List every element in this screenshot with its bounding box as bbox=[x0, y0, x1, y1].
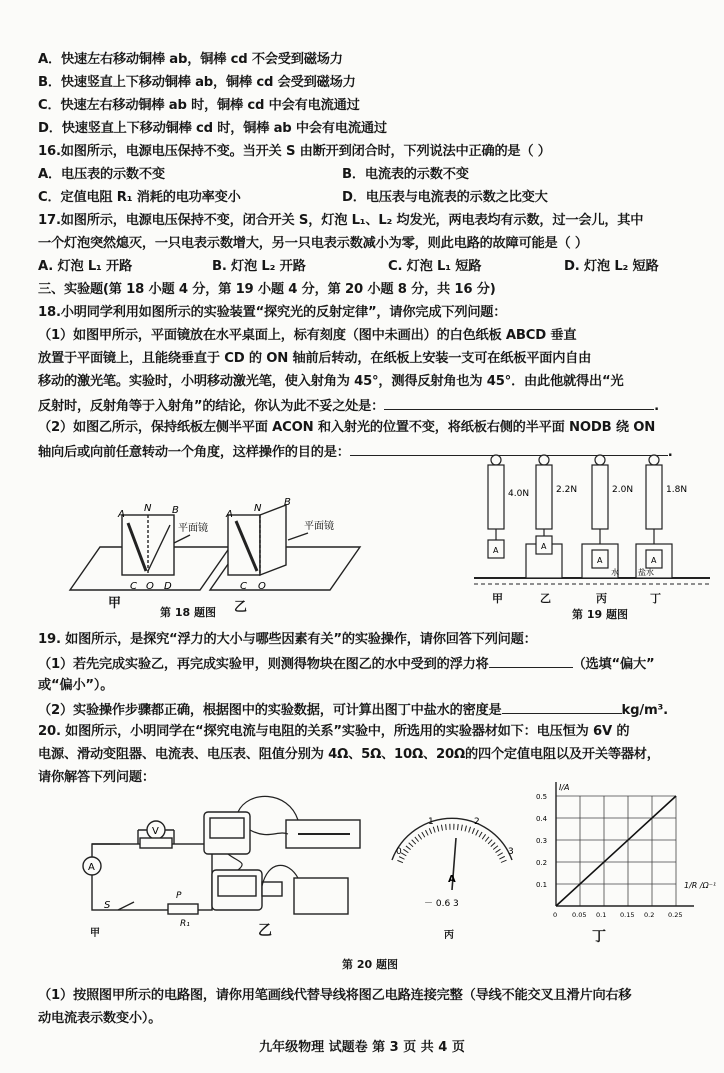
q16-option-c: C．定值电阻 R₁ 消耗的电功率变小 bbox=[38, 190, 241, 205]
switch-label: S bbox=[104, 900, 111, 911]
label-a: A bbox=[118, 509, 125, 520]
fig18-caption: 第 18 题图 bbox=[160, 606, 216, 619]
q17-option-c: C. 灯泡 L₁ 短路 bbox=[388, 259, 482, 274]
meter-terminals: － 0.6 3 bbox=[424, 899, 459, 909]
label-d: D bbox=[164, 581, 172, 592]
y-tick-label: 0.4 bbox=[536, 815, 548, 823]
salt-water-label: 盐水 bbox=[638, 568, 654, 577]
q19-p1-hint: （选填“偏大” bbox=[572, 657, 655, 672]
x-tick-label: 0.05 bbox=[572, 911, 587, 919]
fig20-label-jia: 甲 bbox=[90, 928, 100, 939]
q17-stem-2: 一个灯泡突然熄灭，一只电表示数增大，另一只电表示数减小为零，则此电路的故障可能是（ ） bbox=[38, 236, 588, 251]
q18-p2-line2: 轴向后或向前任意转动一个角度，这样操作的目的是： . bbox=[38, 441, 710, 463]
label-b: B bbox=[172, 505, 179, 516]
q16-option-a: A．电压表的示数不变 bbox=[38, 167, 165, 182]
fig20-ammeter-dial bbox=[382, 810, 522, 920]
block-label: A bbox=[493, 546, 499, 555]
fig20-physical-circuit bbox=[198, 790, 368, 930]
y-axis-label: I/A bbox=[559, 783, 570, 792]
answer-blank[interactable] bbox=[502, 699, 622, 714]
fig18-yi-label: 乙 bbox=[234, 600, 248, 615]
fig18-jia-label: 甲 bbox=[108, 596, 122, 611]
fig20-label-yi: 乙 bbox=[258, 923, 272, 939]
ammeter-label: A bbox=[88, 862, 95, 873]
label-n: N bbox=[144, 503, 152, 514]
q18-p1-line4: 反射时，反射角等于入射角”的结论，你认为此不妥之处是： . bbox=[38, 395, 710, 417]
q19-p1-text: （1）若先完成实验乙，再完成实验甲，则测得物块在图乙的水中受到的浮力将 bbox=[38, 657, 489, 672]
scale-jia bbox=[488, 455, 504, 558]
reading-ding: 1.8N bbox=[666, 485, 688, 495]
fig19-label-yi: 乙 bbox=[540, 592, 551, 605]
meter-tick-1: 1 bbox=[428, 817, 434, 827]
series-line bbox=[556, 796, 676, 906]
scale-yi bbox=[526, 455, 562, 578]
y-tick-label: 0.5 bbox=[536, 793, 548, 801]
water-label: 水 bbox=[611, 568, 619, 577]
slider-label: P bbox=[176, 891, 182, 901]
density-unit: kg/m³. bbox=[621, 703, 668, 718]
label-c: C bbox=[240, 581, 247, 592]
fig20-label-ding: 丁 bbox=[592, 929, 606, 945]
mirror-label: 平面镜 bbox=[304, 521, 334, 532]
fig20-label-bing: 丙 bbox=[444, 930, 454, 941]
block-label: A bbox=[541, 542, 547, 551]
q16-stem: 16.如图所示，电源电压保持不变。当开关 S 由断开到闭合时，下列说法中正确的是（ ） bbox=[38, 144, 551, 159]
q18-stem: 18.小明同学利用如图所示的实验装置“探究光的反射定律”，请你完成下列问题： bbox=[38, 305, 507, 320]
y-tick-label: 0.3 bbox=[536, 837, 548, 845]
rheostat bbox=[168, 904, 198, 914]
label-o: O bbox=[258, 581, 266, 592]
x-axis-label: 1/R /Ω⁻¹ bbox=[684, 881, 717, 890]
x-tick-label: 0.25 bbox=[668, 911, 683, 919]
q19-p1-line2: 或“偏小”）。 bbox=[38, 678, 114, 693]
q18-p1-line2: 放置于平面镜上，且能绕垂直于 CD 的 ON 轴前后转动，在纸板上安装一支可在纸板平面内自由 bbox=[38, 351, 592, 366]
q18-p1-line1: （1）如图甲所示，平面镜放在水平桌面上，标有刻度（图中未画出）的白色纸板 ABCD 垂直 bbox=[38, 328, 577, 343]
option-a: A．快速左右移动铜棒 ab，铜棒 cd 不会受到磁场力 bbox=[38, 52, 343, 67]
answer-blank[interactable] bbox=[384, 395, 654, 410]
reading-bing: 2.0N bbox=[612, 485, 634, 495]
q20-q1-line1: （1）按照图甲所示的电路图，请你用笔画线代替导线将图乙电路连接完整（导线不能交叉且滑片向右移 bbox=[38, 988, 632, 1003]
q16-option-b: B．电流表的示数不变 bbox=[342, 167, 469, 182]
x-tick-label: 0.2 bbox=[644, 911, 655, 919]
reading-jia: 4.0N bbox=[508, 489, 530, 499]
q20-stem-3: 请你解答下列问题： bbox=[38, 770, 155, 785]
fig19-label-jia: 甲 bbox=[492, 592, 503, 605]
meter-tick-3: 3 bbox=[508, 847, 514, 857]
meter-unit: A bbox=[448, 874, 456, 885]
option-b: B．快速竖直上下移动铜棒 ab，铜棒 cd 会受到磁场力 bbox=[38, 75, 356, 90]
x-tick-label: 0 bbox=[553, 911, 558, 919]
x-tick-label: 0.15 bbox=[620, 911, 635, 919]
q16-option-d: D．电压表与电流表的示数之比变大 bbox=[342, 190, 548, 205]
r1-label: R₁ bbox=[180, 919, 190, 929]
meter-tick-0: 0 bbox=[396, 847, 402, 857]
label-n: N bbox=[254, 503, 262, 514]
fig19-label-ding: 丁 bbox=[650, 592, 661, 605]
q17-option-b: B. 灯泡 L₂ 开路 bbox=[212, 259, 306, 274]
y-tick-label: 0.2 bbox=[536, 859, 548, 867]
figure-19 bbox=[474, 452, 710, 594]
label-c: C bbox=[130, 581, 137, 592]
q18-p2-line1: （2）如图乙所示，保持纸板左侧半平面 ACON 和入射光的位置不变，将纸板右侧的半平面 NODB 绕 ON bbox=[38, 420, 656, 435]
label-a: A bbox=[226, 509, 233, 520]
q18-p1-text: 反射时，反射角等于入射角”的结论，你认为此不妥之处是： bbox=[38, 399, 385, 414]
reading-yi: 2.2N bbox=[556, 485, 578, 495]
resistor-r bbox=[140, 838, 172, 848]
label-o: O bbox=[146, 581, 154, 592]
fig19-label-bing: 丙 bbox=[596, 592, 607, 605]
q17-stem-1: 17.如图所示，电源电压保持不变，闭合开关 S，灯泡 L₁、L₂ 均发光，两电表均有示数，过一会儿，其中 bbox=[38, 213, 644, 228]
q18-p2-text: 轴向后或向前任意转动一个角度，这样操作的目的是： bbox=[38, 445, 350, 460]
x-tick-label: 0.1 bbox=[596, 911, 607, 919]
section-heading: 三、实验题(第 18 小题 4 分，第 19 小题 4 分，第 20 小题 8 分，共 16 分) bbox=[38, 282, 496, 297]
answer-blank[interactable] bbox=[489, 653, 573, 668]
block-label: A bbox=[597, 556, 603, 565]
option-c: C．快速左右移动铜棒 ab 时，铜棒 cd 中会有电流通过 bbox=[38, 98, 360, 113]
q17-option-d: D. 灯泡 L₂ 短路 bbox=[564, 259, 659, 274]
q18-p1-line3: 移动的激光笔。实验时，小明移动激光笔，使入射角为 45°，测得反射角也为 45°．由此他就得出“光 bbox=[38, 374, 624, 389]
mirror-label: 平面镜 bbox=[178, 523, 208, 534]
meter-tick-2: 2 bbox=[474, 817, 480, 827]
q19-p2-text: （2）实验操作步骤都正确，根据图中的实验数据，可计算出图丁中盐水的密度是 bbox=[38, 703, 502, 718]
q20-q1-line2: 动电流表示数变小）。 bbox=[38, 1011, 162, 1026]
q20-stem-1: 20. 如图所示，小明同学在“探究电流与电阻的关系”实验中，所选用的实验器材如下：电压恒为 6V 的 bbox=[38, 724, 630, 739]
q19-p1-line1 bbox=[38, 653, 710, 675]
label-b: B bbox=[284, 497, 291, 508]
y-tick-label: 0.1 bbox=[536, 881, 548, 889]
q19-p2-line bbox=[38, 699, 710, 721]
q17-option-a: A. 灯泡 L₁ 开路 bbox=[38, 259, 132, 274]
q19-stem: 19. 如图所示，是探究“浮力的大小与哪些因素有关”的实验操作，请你回答下列问题： bbox=[38, 632, 537, 647]
fig20-current-graph bbox=[530, 782, 717, 922]
voltmeter-label: V bbox=[152, 826, 159, 837]
fig20-caption: 第 20 题图 bbox=[342, 958, 398, 971]
block-label: A bbox=[651, 556, 657, 565]
q20-stem-2: 电源、滑动变阻器、电流表、电压表、阻值分别为 4Ω、5Ω、10Ω、20Ω的四个定值电阻以及开关等器材， bbox=[38, 747, 660, 762]
fig19-caption: 第 19 题图 bbox=[572, 608, 628, 621]
option-d: D．快速竖直上下移动铜棒 cd 时，铜棒 ab 中会有电流通过 bbox=[38, 121, 387, 136]
page-footer: 九年级物理 试题卷 第 3 页 共 4 页 bbox=[259, 1040, 465, 1055]
